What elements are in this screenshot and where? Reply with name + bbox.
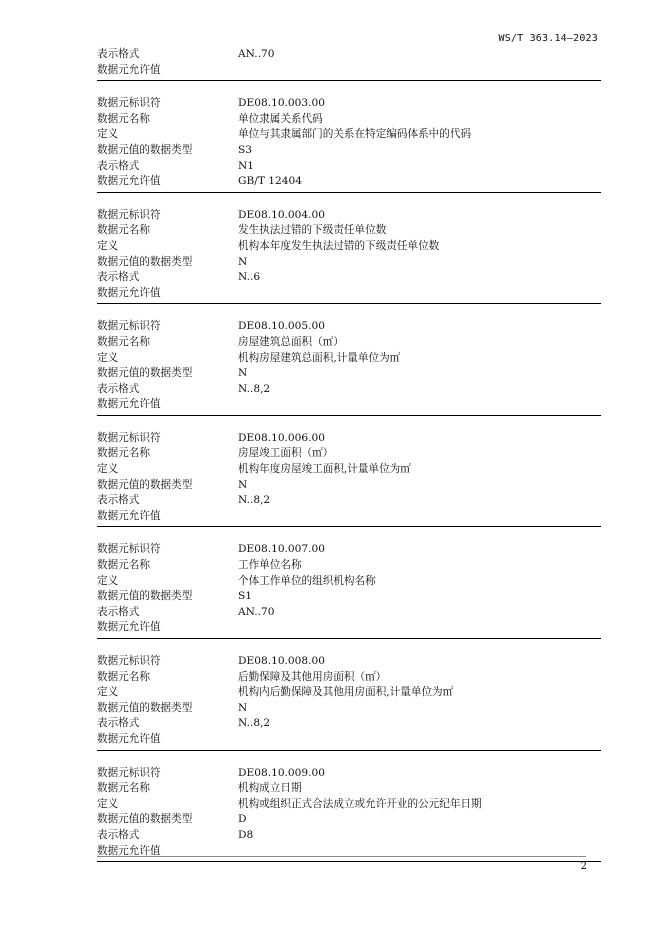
field-value: N (238, 701, 248, 714)
field-value: 发生执法过错的下级责任单位数 (238, 224, 387, 237)
field-row (97, 558, 601, 574)
block-gap (97, 527, 601, 542)
field-label: 数据元标识符 (97, 431, 161, 444)
field-value: AN..70 (238, 48, 275, 60)
field-label: 数据元名称 (97, 782, 150, 795)
field-row (97, 174, 601, 190)
field-row (97, 781, 601, 797)
page-number: 2 (580, 861, 587, 872)
field-value (238, 509, 601, 525)
data-element-block (97, 208, 601, 305)
field-value (238, 397, 601, 413)
field-value: DE08.10.003.00 (238, 97, 325, 110)
field-row (97, 716, 601, 732)
field-value: 机构本年度发生执法过错的下级责任单位数 (238, 239, 440, 252)
field-value: DE08.10.009.00 (238, 766, 325, 779)
field-row (97, 382, 601, 398)
field-row (97, 446, 601, 462)
field-label: 数据元标识符 (97, 543, 161, 556)
field-value: 房屋建筑总面积（㎡） (238, 335, 344, 348)
field-row (97, 685, 601, 701)
field-row (97, 47, 601, 63)
field-label: 数据元名称 (97, 112, 150, 125)
field-label: 数据元允许值 (97, 844, 161, 857)
field-row (97, 366, 601, 382)
field-label: 表示格式 (97, 828, 140, 841)
field-row (97, 620, 601, 636)
field-row (97, 208, 601, 224)
data-element-block (97, 766, 601, 863)
field-row (97, 96, 601, 112)
field-row (97, 732, 601, 748)
field-label: 数据元值的数据类型 (97, 590, 193, 603)
field-row (97, 493, 601, 509)
field-value: N..8,2 (238, 382, 271, 395)
standard-code-header: WS/T 363.14—2023 (498, 33, 598, 44)
field-label: 表示格式 (97, 494, 140, 507)
field-value (238, 732, 601, 748)
data-element-block (97, 654, 601, 751)
field-label: 定义 (97, 686, 119, 699)
field-row (97, 462, 601, 478)
field-label: 数据元值的数据类型 (97, 367, 193, 380)
data-element-block-top (97, 47, 601, 81)
field-row (97, 223, 601, 239)
field-label: 数据元值的数据类型 (97, 255, 193, 268)
field-value (238, 63, 601, 79)
field-row (97, 478, 601, 494)
field-label: 数据元值的数据类型 (97, 143, 193, 156)
field-value: DE08.10.006.00 (238, 431, 325, 444)
field-value: 房屋竣工面积（㎡） (238, 447, 334, 460)
field-value: DE08.10.005.00 (238, 320, 325, 333)
field-row (97, 143, 601, 159)
field-value: 后勤保障及其他用房面积（㎡） (238, 670, 387, 683)
field-row (97, 828, 601, 844)
field-label: 定义 (97, 574, 119, 587)
footer-rule (97, 856, 586, 857)
field-value: GB/T 12404 (238, 175, 302, 188)
field-value: DE08.10.004.00 (238, 208, 325, 221)
field-label: 表示格式 (97, 159, 140, 172)
field-label: 数据元值的数据类型 (97, 701, 193, 714)
field-row (97, 812, 601, 828)
field-row (97, 670, 601, 686)
field-row (97, 397, 601, 413)
field-row (97, 319, 601, 335)
field-value: DE08.10.008.00 (238, 655, 325, 667)
field-label: 数据元允许值 (97, 509, 161, 522)
field-label: 定义 (97, 797, 119, 810)
block-gap (97, 639, 601, 654)
field-row (97, 654, 601, 670)
field-value: N (238, 478, 248, 491)
field-value: 机构或组织正式合法成立或允许开业的公元纪年日期 (238, 797, 482, 810)
field-value: 工作单位名称 (238, 559, 302, 572)
field-label: 表示格式 (97, 48, 140, 60)
block-gap (97, 81, 601, 96)
block-divider (97, 861, 601, 862)
field-row (97, 589, 601, 605)
field-label: 数据元标识符 (97, 208, 161, 221)
field-row (97, 542, 601, 558)
field-label: 数据元标识符 (97, 320, 161, 333)
field-label: 定义 (97, 239, 119, 252)
field-row (97, 127, 601, 143)
data-element-list (97, 47, 601, 862)
field-label: 表示格式 (97, 717, 140, 730)
field-label: 表示格式 (97, 271, 140, 284)
field-row (97, 335, 601, 351)
field-row (97, 112, 601, 128)
block-gap (97, 304, 601, 319)
field-row (97, 63, 601, 79)
field-label: 数据元名称 (97, 447, 150, 460)
field-value: DE08.10.007.00 (238, 543, 325, 556)
field-label: 表示格式 (97, 382, 140, 395)
field-value: 机构年度房屋竣工面积,计量单位为㎡ (238, 463, 411, 476)
field-row (97, 509, 601, 525)
field-value: S3 (238, 143, 252, 156)
field-row (97, 255, 601, 271)
field-label: 数据元允许值 (97, 63, 161, 76)
field-value: 机构成立日期 (238, 782, 302, 795)
field-row (97, 431, 601, 447)
field-label: 数据元值的数据类型 (97, 813, 193, 826)
field-value (238, 286, 601, 302)
field-label: 数据元名称 (97, 559, 150, 572)
data-element-block (97, 96, 601, 193)
field-value: AN..70 (238, 605, 275, 618)
field-label: 数据元名称 (97, 224, 150, 237)
field-value: N1 (238, 159, 255, 172)
data-element-block (97, 431, 601, 528)
field-row (97, 766, 601, 782)
field-value: N (238, 367, 248, 380)
field-value: 单位隶属关系代码 (238, 112, 323, 125)
field-label: 数据元允许值 (97, 621, 161, 634)
field-value: S1 (238, 590, 252, 603)
field-label: 数据元名称 (97, 335, 150, 348)
field-label: 定义 (97, 351, 119, 364)
field-label: 定义 (97, 128, 119, 141)
field-value: N..8,2 (238, 494, 271, 507)
field-value: 单位与其隶属部门的关系在特定编码体系中的代码 (238, 128, 472, 141)
block-gap (97, 751, 601, 766)
field-label: 数据元标识符 (97, 766, 161, 779)
field-row (97, 351, 601, 367)
field-label: 数据元标识符 (97, 97, 161, 110)
field-value: N (238, 255, 248, 268)
field-row (97, 239, 601, 255)
field-row (97, 605, 601, 621)
field-row (97, 701, 601, 717)
field-row (97, 797, 601, 813)
field-value: 机构内后勤保障及其他用房面积,计量单位为㎡ (238, 686, 454, 699)
field-row (97, 574, 601, 590)
field-label: 数据元允许值 (97, 732, 161, 745)
field-value: D8 (238, 828, 254, 841)
data-element-block (97, 542, 601, 639)
field-value: N..8,2 (238, 717, 271, 730)
field-row (97, 286, 601, 302)
field-label: 数据元标识符 (97, 655, 161, 667)
field-value: 个体工作单位的组织机构名称 (238, 574, 376, 587)
field-value: N..6 (238, 271, 261, 284)
field-label: 数据元名称 (97, 670, 150, 683)
field-label: 表示格式 (97, 605, 140, 618)
field-row (97, 159, 601, 175)
field-label: 数据元值的数据类型 (97, 478, 193, 491)
field-label: 数据元允许值 (97, 175, 161, 188)
field-label: 数据元允许值 (97, 398, 161, 411)
field-label: 数据元允许值 (97, 286, 161, 299)
block-gap (97, 193, 601, 208)
field-row (97, 270, 601, 286)
field-label: 定义 (97, 463, 119, 476)
field-value: 机构房屋建筑总面积,计量单位为㎡ (238, 351, 401, 364)
data-element-block (97, 319, 601, 416)
field-value: D (238, 813, 247, 826)
field-value (238, 620, 601, 636)
block-gap (97, 416, 601, 431)
